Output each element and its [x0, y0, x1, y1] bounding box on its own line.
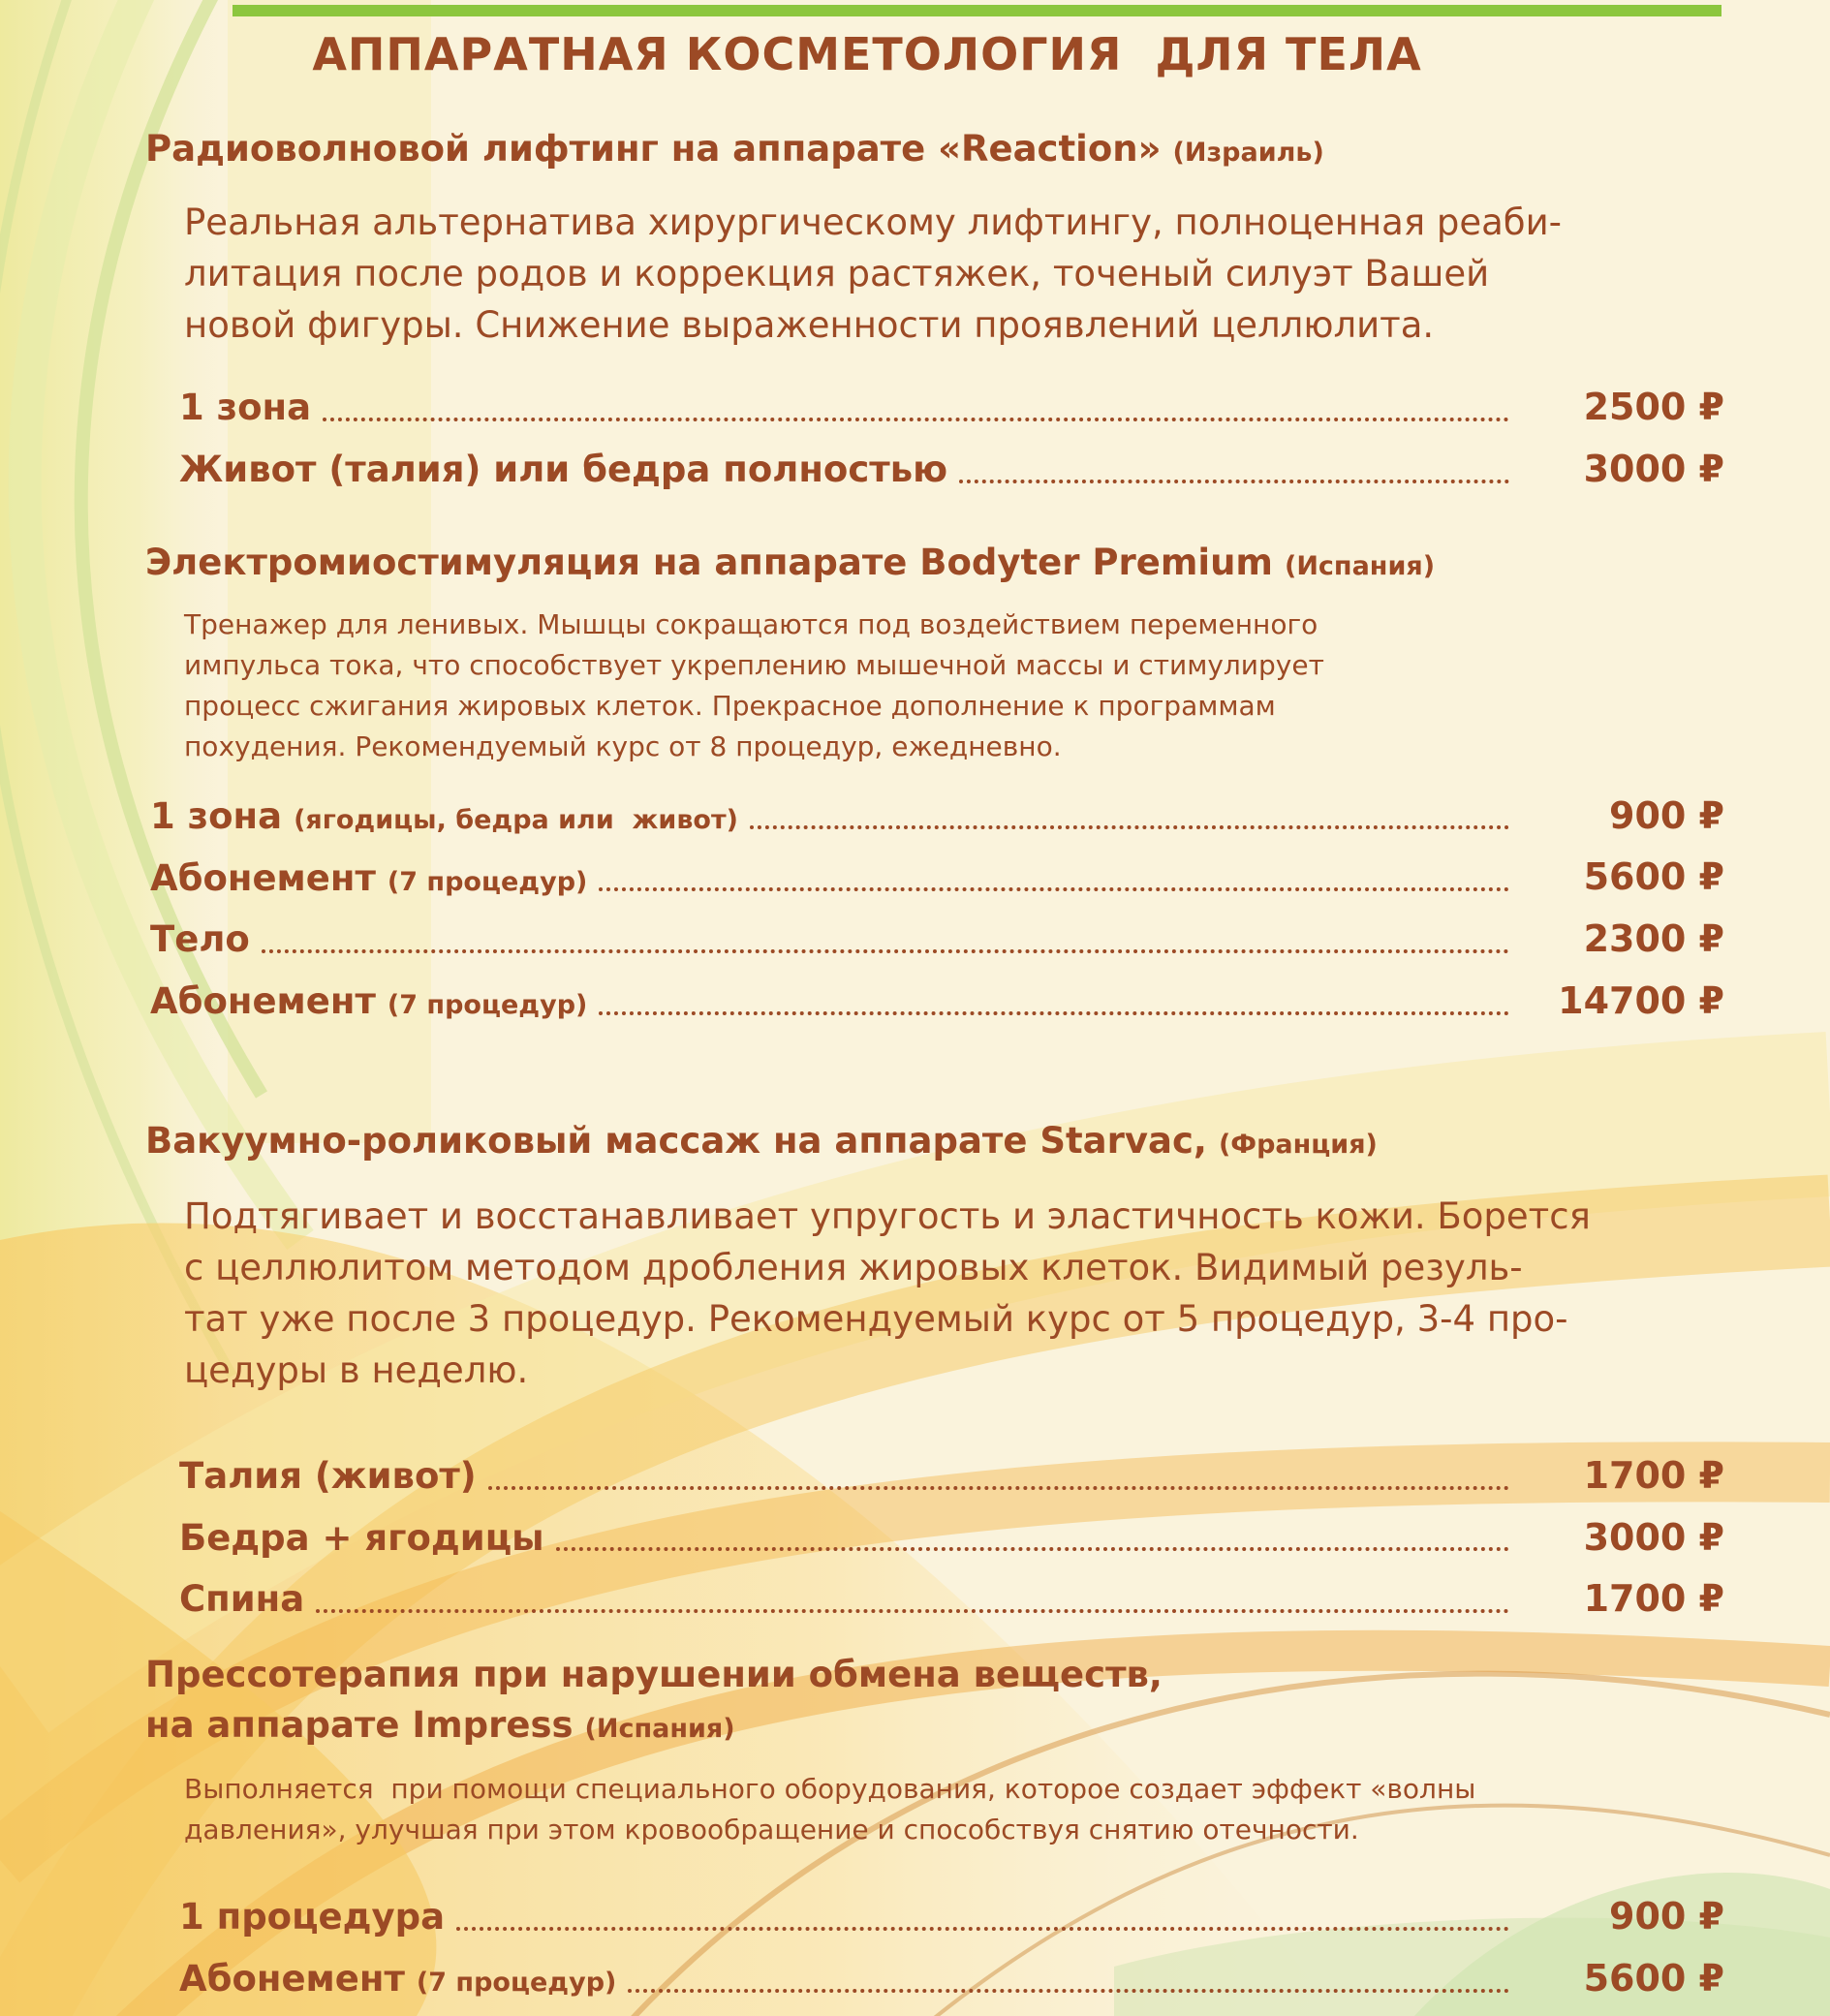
sections-container	[0, 127, 1830, 2000]
description-line: давления», улучшая при этом кровообращение и способствуя снятию отечности.	[184, 1814, 1359, 1846]
service-price: 2500 ₽	[1583, 386, 1724, 428]
section-heading-line	[145, 1703, 1724, 1752]
top-accent-bar	[233, 5, 1721, 16]
service-price: 3000 ₽	[1583, 1515, 1724, 1559]
service-name: 1 зона	[179, 387, 312, 429]
service-note: (7 процедур)	[387, 990, 588, 1021]
price-rows	[150, 793, 1724, 1023]
section-description	[184, 197, 1724, 351]
service-name: 1 зона	[150, 794, 283, 837]
section-heading-line	[145, 127, 1724, 175]
service-price: 2300 ₽	[1583, 917, 1724, 961]
section-description	[184, 1769, 1724, 1850]
price-row	[179, 1956, 1724, 2000]
service-section	[145, 127, 1724, 490]
dotted-leader	[456, 1927, 1509, 1931]
service-note: (ягодицы, бедра или живот)	[294, 804, 738, 835]
service-name: Абонемент	[179, 1958, 405, 2000]
service-price: 1700 ₽	[1583, 1577, 1724, 1621]
section-heading-text: Радиоволновой лифтинг на аппарате «Reaction»	[145, 128, 1162, 170]
service-price: 1700 ₽	[1583, 1453, 1724, 1497]
section-heading	[145, 127, 1724, 175]
dotted-leader	[556, 1547, 1509, 1551]
service-name: Живот (талия) или бедра полностью	[179, 448, 948, 490]
section-heading	[145, 541, 1724, 589]
section-description	[184, 605, 1724, 767]
description-line: цедуры в неделю.	[184, 1349, 529, 1391]
description-line: тат уже после 3 процедур. Рекомендуемый курс от 5 процедур, 3-4 про-	[184, 1297, 1568, 1340]
service-name: Абонемент	[150, 856, 376, 899]
service-price: 900 ₽	[1609, 1895, 1724, 1938]
service-name: Абонемент	[150, 980, 376, 1023]
service-section	[145, 1119, 1724, 1620]
section-heading-line	[145, 1119, 1724, 1167]
section-heading-note: (Испания)	[1284, 550, 1436, 581]
price-row	[150, 978, 1724, 1023]
service-section	[145, 541, 1724, 1022]
price-row	[179, 1579, 1724, 1620]
price-row	[179, 447, 1724, 490]
dotted-leader	[323, 418, 1509, 421]
price-row	[150, 857, 1724, 898]
service-price: 900 ₽	[1609, 793, 1724, 837]
service-section	[145, 1653, 1724, 2000]
section-heading	[145, 1653, 1724, 1752]
price-rows	[179, 1897, 1724, 2000]
dotted-leader	[959, 480, 1509, 483]
description-line: импульса тока, что способствует укреплению мышечной массы и стимулирует	[184, 648, 1324, 681]
dotted-leader	[316, 1609, 1509, 1613]
description-line: с целлюлитом методом дробления жировых клеток. Видимый резуль-	[184, 1246, 1523, 1288]
service-name: Талия (живот)	[179, 1454, 477, 1497]
description-line: Выполняется при помощи специального оборудования, которое создает эффект «волны	[184, 1773, 1476, 1806]
price-row	[179, 1453, 1724, 1497]
section-heading-text: Прессотерапия при нарушении обмена веществ,	[145, 1654, 1163, 1696]
section-heading-note: (Франция)	[1218, 1129, 1378, 1160]
page-title: АППАРАТНАЯ КОСМЕТОЛОГИЯ ДЛЯ ТЕЛА	[312, 28, 1422, 80]
price-rows	[179, 1453, 1724, 1621]
service-price: 3000 ₽	[1583, 447, 1724, 490]
dotted-leader	[488, 1486, 1509, 1490]
dotted-leader	[599, 1011, 1509, 1015]
service-name: 1 процедура	[179, 1896, 446, 1938]
service-note: (7 процедур)	[416, 1968, 617, 1999]
price-rows	[179, 388, 1724, 490]
dotted-leader	[262, 949, 1509, 953]
section-heading-text: Вакуумно-роликовый массаж на аппарате Starvac,	[145, 1119, 1207, 1162]
service-name: Тело	[150, 918, 250, 961]
price-list-content	[0, 5, 1830, 2000]
section-heading-line	[145, 1653, 1724, 1697]
price-row	[150, 919, 1724, 960]
price-row	[179, 1515, 1724, 1559]
service-price: 5600 ₽	[1583, 855, 1724, 899]
description-line: новой фигуры. Снижение выраженности проявлений целлюлита.	[184, 304, 1435, 346]
description-line: похудения. Рекомендуемый курс от 8 процедур, ежедневно.	[184, 729, 1062, 762]
dotted-leader	[599, 887, 1509, 891]
section-heading-text: Электромиостимуляция на аппарате Bodyter Premium	[145, 541, 1273, 583]
price-row	[150, 793, 1724, 837]
description-line: Реальная альтернатива хирургическому лифтингу, полноценная реаби-	[184, 202, 1562, 243]
service-name: Спина	[179, 1578, 305, 1621]
description-line: процесс сжигания жировых клеток. Прекрасное дополнение к программам	[184, 689, 1276, 722]
section-heading-note: (Испания)	[584, 1714, 735, 1745]
service-price: 5600 ₽	[1583, 1956, 1724, 2000]
section-description	[184, 1191, 1724, 1396]
description-line: Подтягивает и восстанавливает упругость и эластичность кожи. Борется	[184, 1194, 1591, 1237]
description-line: Тренажер для ленивых. Мышцы сокращаются под воздействием переменного	[184, 607, 1318, 640]
description-line: литация после родов и коррекция растяжек, точеный силуэт Вашей	[184, 253, 1490, 295]
price-row	[179, 388, 1724, 428]
service-name: Бедра + ягодицы	[179, 1516, 544, 1559]
dotted-leader	[750, 825, 1509, 829]
service-note: (7 процедур)	[387, 866, 588, 897]
section-heading-text: на аппарате Impress	[145, 1704, 574, 1747]
section-heading	[145, 1119, 1724, 1167]
section-heading-note: (Израиль)	[1172, 138, 1324, 168]
price-row	[179, 1897, 1724, 1938]
dotted-leader	[628, 1989, 1509, 1993]
service-price: 14700 ₽	[1558, 978, 1724, 1022]
section-heading-line	[145, 541, 1724, 589]
